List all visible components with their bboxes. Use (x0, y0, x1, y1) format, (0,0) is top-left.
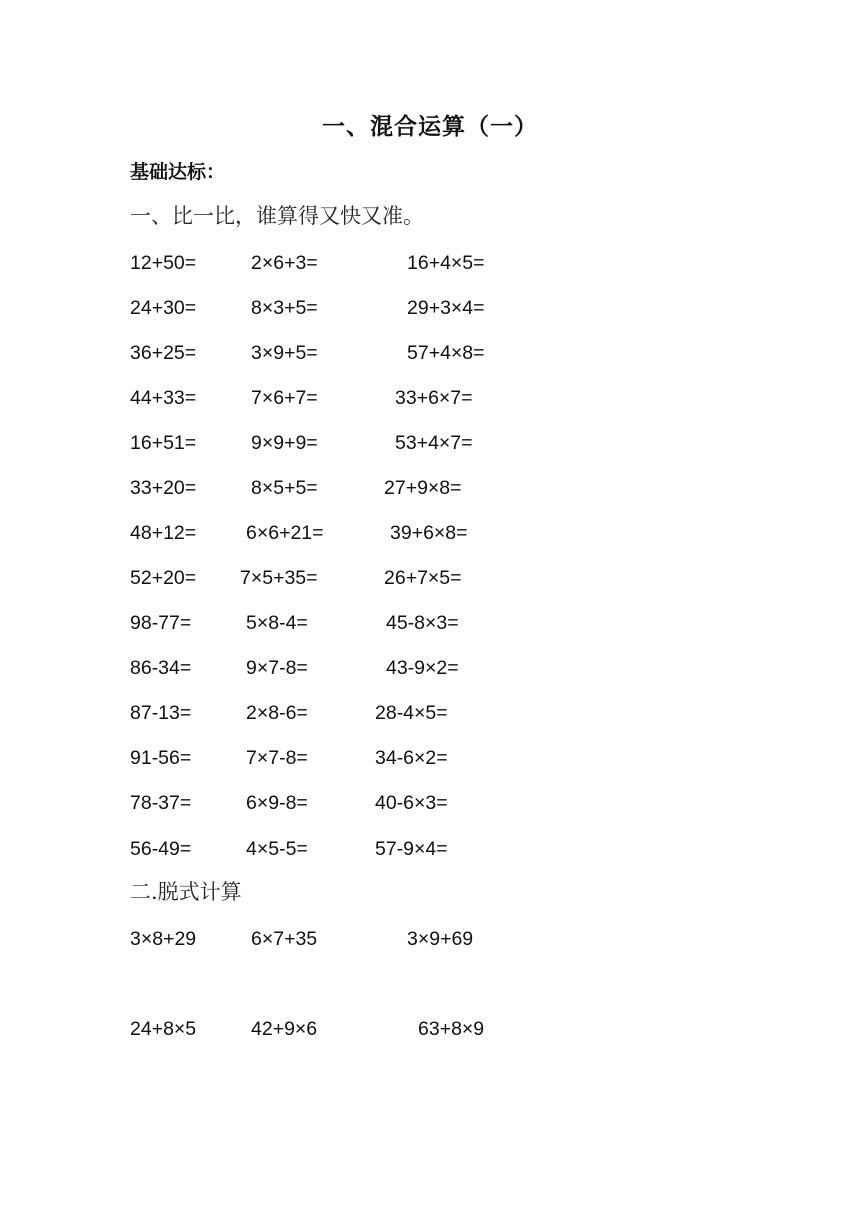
problem: 33+6×7= (395, 387, 473, 409)
problem: 24+8×5 (130, 1018, 197, 1040)
problem: 4×5-5= (246, 838, 308, 860)
problem: 7×5+35= (240, 567, 318, 589)
problem: 27+9×8= (384, 477, 462, 499)
section-1-heading: 一、比一比，谁算得又快又准。 (130, 204, 424, 228)
problem: 16+4×5= (407, 252, 485, 274)
problem: 16+51= (130, 432, 197, 454)
problem: 57+4×8= (407, 342, 485, 364)
problem: 78-37= (130, 792, 192, 814)
problem: 42+9×6 (251, 1018, 318, 1040)
problem: 40-6×3= (375, 792, 448, 814)
problem: 5×8-4= (246, 612, 308, 634)
problem: 6×7+35 (251, 928, 318, 950)
subtitle: 基础达标： (130, 161, 226, 183)
problem: 8×3+5= (251, 297, 318, 319)
problem: 98-77= (130, 612, 192, 634)
problem: 2×6+3= (251, 252, 318, 274)
problem: 2×8-6= (246, 702, 308, 724)
problem: 44+33= (130, 387, 197, 409)
problem: 9×9+9= (251, 432, 318, 454)
problem: 12+50= (130, 252, 197, 274)
problem: 24+30= (130, 297, 197, 319)
problem: 48+12= (130, 522, 197, 544)
problem: 33+20= (130, 477, 197, 499)
problem: 9×7-8= (246, 657, 308, 679)
problem: 87-13= (130, 702, 192, 724)
section-2-heading: 二.脱式计算 (130, 880, 242, 904)
problem: 3×9+69 (407, 928, 474, 950)
problem: 86-34= (130, 657, 192, 679)
problem: 3×8+29 (130, 928, 197, 950)
page-title: 一、混合运算（一） (322, 114, 538, 140)
problem: 52+20= (130, 567, 197, 589)
problem: 53+4×7= (395, 432, 473, 454)
problem: 26+7×5= (384, 567, 462, 589)
problem: 34-6×2= (375, 747, 448, 769)
problem: 36+25= (130, 342, 197, 364)
problem: 56-49= (130, 838, 192, 860)
problem: 8×5+5= (251, 477, 318, 499)
problem: 28-4×5= (375, 702, 448, 724)
problem: 63+8×9 (418, 1018, 485, 1040)
problem: 45-8×3= (386, 612, 459, 634)
problem: 91-56= (130, 747, 192, 769)
problem: 3×9+5= (251, 342, 318, 364)
problem: 6×9-8= (246, 792, 308, 814)
problem: 7×6+7= (251, 387, 318, 409)
problem: 57-9×4= (375, 838, 448, 860)
problem: 6×6+21= (246, 522, 324, 544)
problem: 43-9×2= (386, 657, 459, 679)
problem: 29+3×4= (407, 297, 485, 319)
problem: 39+6×8= (390, 522, 468, 544)
problem: 7×7-8= (246, 747, 308, 769)
